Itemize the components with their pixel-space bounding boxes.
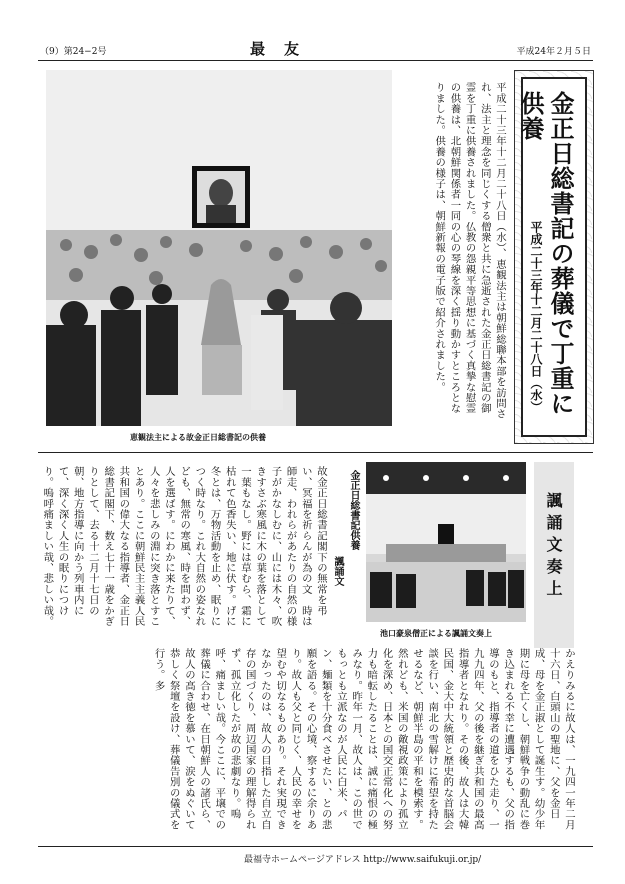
article2-body-top: 故金正日総書記閣下の無常を弔い、冥福を祈らんが為の文 時は師走、われらがあたりの自然の様子がかなしむに、山には木々、吹きすさぶ寒風に木の葉を落として一葉もなし。野には草むら、霜に枯れて色香失い、地に伏す。げに冬とは、万物活動を止め、眠りにつく時なり。これ大自然の姿なれども、無常の寒風、時を問わず、人を選ばす。にわかに来たりて、人々を悲しみの淵に突き落とすことあり。ここに朝鮮民主主義人民共和国の偉大なる指導者、金正日総書記閣下、数え七十一歳をかぎりとして、去る十二月十七日の朝、地方指導に向かう列車内にて、深く深く人生の眠りにつけり。嗚呼痛ましい哉、悲しい哉。	[41, 466, 327, 627]
article2-body-bottom: かえりみるに故人は、一九四一年二月十六日、白頭山の聖地に、父を金日成、母を金正淑として誕生す。幼少年期に母を亡くし、朝鮮戦争の動乱に巻き込まれる不幸に遭遇するも、父の指導のもと、指導者の道をひた走り、一九九四年、父の後を継ぎ共和国の最高指導者となれり。その後、故人は大韓民国、金大中大統領と歴史的な首脳会談を行い、南北の雪解けに希望を持たせるなど、朝鮮半島の平和を模索す。然れども、米国の敵視政策により孤立化を深め、日本との国交正常化への努力も暗転したることは、誠に痛恨の極みなり。昨年一月、故人は、この世でもっとも立派なのが人民に白米、パン、麺類を十分食べさせたい、との悲願を語る。その心境、察するに余りあり。故人も父と同じく、人民の幸せを望むや切なるものあり。それ実現できなかったのは、故人の目指した自立自存の国づくり、周辺国家の理解得られず、孤立化したが故の悲劇なり。嗚呼、痛ましい哉。今ここに、平壌での葬儀に合わせ、在日朝鮮人の諸氏ら、故人の高き徳を慕いて、涙をぬぐいて恭しく祭壇を設け、葬儀告別の儀式を行う。多	[152, 648, 575, 830]
section-rule	[38, 452, 593, 453]
footer-rule	[38, 846, 593, 847]
memorial-service-image	[46, 70, 392, 426]
article2-side-label-box	[534, 462, 574, 648]
recitation-image	[366, 462, 526, 622]
issue-date: 平成24年２月５日	[516, 47, 591, 57]
article1-date: 平成二十三年十二月二十八日（水）	[529, 221, 543, 413]
recitation-photo-caption: 池口豪泉僧正による諷誦文奏上	[380, 629, 492, 638]
article2-side-label: 諷誦文奏上	[544, 492, 563, 602]
header-rule	[38, 60, 593, 61]
article1-title-box	[514, 70, 594, 444]
masthead: 最 友	[250, 40, 302, 58]
article1-body: 平成二十三年十二月二十八日（水）、恵観法主は朝鮮総聯本部を訪問され、法主と理念を同じくする僧衆と共に急逝された金正日総書記の御霊を丁重に供養されました。仏教の怨親平等思想に基づく真摯な慰霊の供養は、北朝鮮関係者一同の心の琴線を深く揺り動かすところとなりました。供養の様子は、朝鮮新報の電子版で紹介されました。	[433, 82, 506, 420]
recitation-photo	[366, 462, 526, 622]
memorial-service-photo	[46, 70, 392, 426]
article2-heading: 金正日総書記供養	[348, 470, 359, 550]
footer-text: 最福寺ホームページアドレス http://www.saifukuji.or.jp/	[244, 855, 482, 865]
article2-subheading: 諷誦文	[332, 556, 343, 586]
memorial-photo-caption: 恵観法主による故金正日総書記の供養	[130, 433, 266, 442]
article1-title: 金正日総書記の葬儀で丁重に供養	[516, 91, 575, 416]
issue-number: （9）第24−2号	[40, 47, 107, 57]
